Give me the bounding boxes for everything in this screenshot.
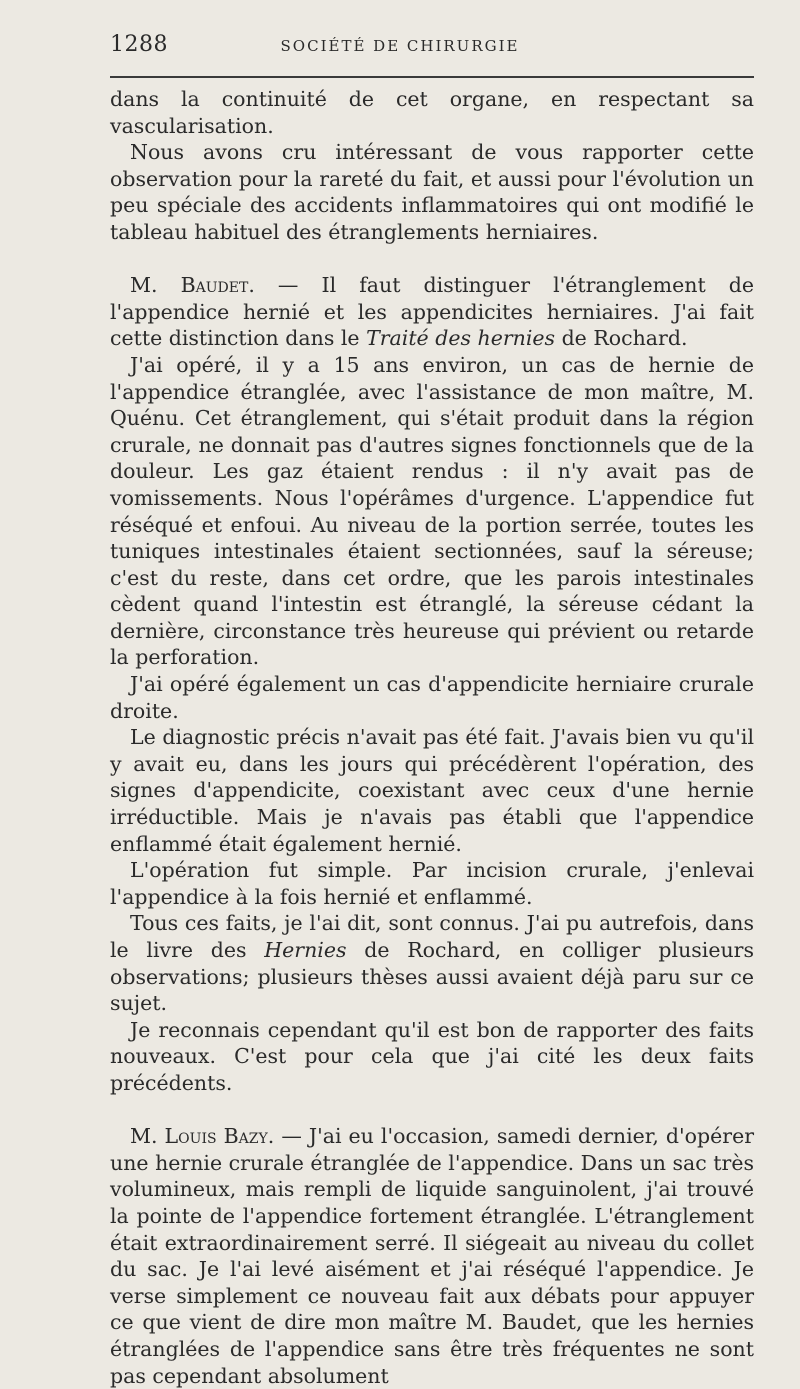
book-title-traite: Traité des hernies [366, 326, 556, 351]
paragraph-7: L'opération fut simple. Par incision crurale, j'enlevai l'appendice à la fois hernié et enflammé. [110, 858, 754, 909]
paragraph-8-text-b: de Rochard, en colliger plusieurs observations; plusieurs thèses aussi avaient déjà paru sur ce sujet. [110, 938, 754, 1016]
speaker-bazy: M. Louis Bazy. [130, 1124, 275, 1149]
running-title: SOCIÉTÉ DE CHIRURGIE [280, 37, 520, 55]
speaker-baudet: M. Baudet. [130, 273, 255, 298]
paragraph-5: J'ai opéré également un cas d'appendicite herniaire crurale droite. [110, 672, 754, 723]
paragraph-baudet-text-a: — Il faut distinguer l'étranglement de l'appendice hernié et les appendicites herniaires. J'ai fait cette distinction dans le [110, 273, 755, 351]
paragraph-8 [110, 910, 754, 1016]
paragraph-2: Nous avons cru intéressant de vous rapporter cette observation pour la rareté du fait, et aussi pour l'évolution un peu spéciale des accidents inflammatoires qui ont modifié le tableau habituel des étranglements herniaires. [110, 140, 754, 244]
paragraph-8-text-a: Tous ces faits, je l'ai dit, sont connus. J'ai pu autrefois, dans le livre des [110, 911, 754, 962]
paragraph-9: Je reconnais cependant qu'il est bon de rapporter des faits nouveaux. C'est pour cela que j'ai cité les deux faits précédents. [110, 1017, 754, 1095]
paragraph-4: J'ai opéré, il y a 15 ans environ, un cas de hernie de l'appendice étranglée, avec l'assistance de mon maître, M. Quénu. Cet étranglement, qui s'était produit dans la région crurale, ne donnait pas d'autres signes fonctionnels que de la douleur. Les gaz étaient rendus : il n'y avait pas de vomissements. Nous l'opérâmes d'urgence. L'appendice fut réséqué et enfoui. Au niveau de la portion serrée, toutes les tuniques intestinales étaient sectionnées, sauf la séreuse; c'est du reste, dans cet ordre, que les parois intestinales cèdent quand l'intestin est étranglé, la séreuse cédant la dernière, circonstance très heureuse qui prévient ou retarde la perforation. [110, 352, 754, 670]
paragraph-bazy [110, 1123, 754, 1389]
paragraph-baudet-text-b: de Rochard. [555, 326, 688, 351]
page-header [0, 32, 800, 62]
paragraph-baudet-intro [110, 272, 754, 352]
book-title-hernies: Hernies [264, 938, 347, 962]
article-body [110, 86, 754, 1389]
header-rule [110, 76, 754, 78]
paragraph-1: dans la continuité de cet organe, en respectant sa vascularisation. [110, 87, 754, 138]
page-number: 1288 [110, 32, 168, 57]
paragraph-bazy-text: — J'ai eu l'occasion, samedi dernier, d'opérer une hernie crurale étranglée de l'appendice. Dans un sac très volumineux, mais rempli de liquide sanguinolent, j'ai trouvé la pointe de l'appendice fortement étranglée. L'étranglement était extraordinairement serré. Il siégeait au niveau du collet du sac. Je l'ai levé aisément et j'ai réséqué l'appendice. Je verse simplement ce nouveau fait aux débats pour appuyer ce que vient de dire mon maître M. Baudet, que les hernies étranglées de l'appendice sans être très fréquentes ne sont pas cependant absolument [110, 1124, 755, 1388]
paragraph-6: Le diagnostic précis n'avait pas été fait. J'avais bien vu qu'il y avait eu, dans les jours qui précédèrent l'opération, des signes d'appendicite, coexistant avec ceux d'une hernie irréductible. Mais je n'avais pas établi que l'appendice enflammé était également hernié. [110, 725, 754, 856]
